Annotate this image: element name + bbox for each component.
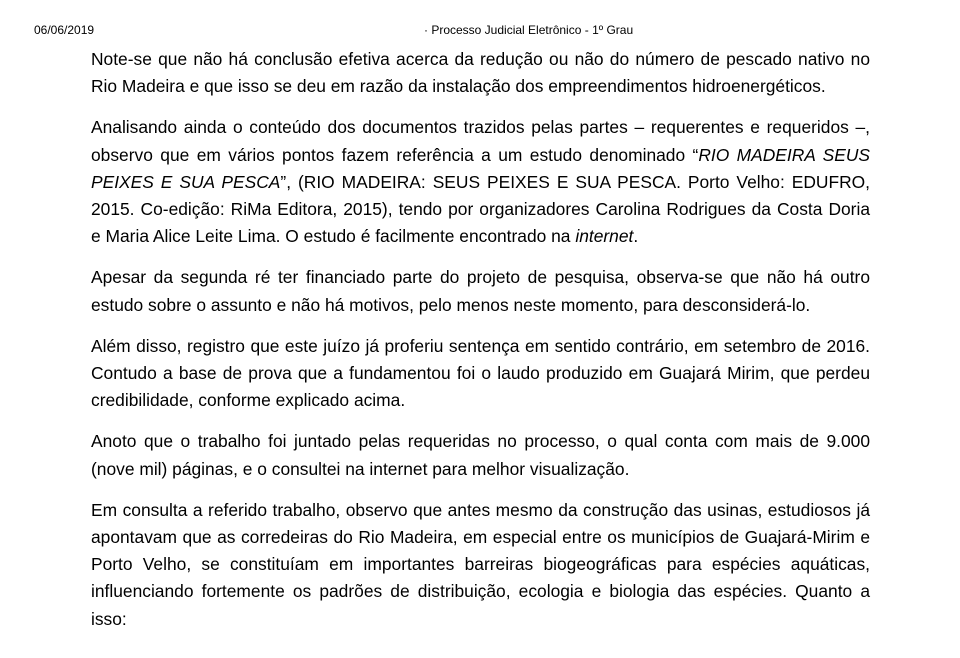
paragraph-text: Além disso, registro que este juízo já proferiu sentença em sentido contrário, em setembro de 2016. Contudo a base de prova que a fundamentou foi o laudo produzido em Guajará Mirim, que perdeu credibilidade, conforme explicado acima. (91, 335, 870, 411)
paragraph-text: . (633, 226, 639, 247)
internet-italic: internet (575, 226, 634, 247)
paragraph-text: Em consulta a referido trabalho, observo que antes mesmo da construção das usinas, estudiosos já apontavam que as corredeiras do Rio Madeira, em especial entre os municípios de Guajará-Mirim e Porto Velho, se constituíam em importantes barreiras biogeográficas para espécies aquáticas, influenciando fortemente os padrões de distribuição, ecologia e biologia das espécies. Quanto a isso: (91, 499, 870, 629)
paragraph (91, 497, 870, 633)
paragraph (91, 333, 870, 415)
page-header (0, 22, 960, 38)
study-title-italic: RIO MADEIRA SEUS PEIXES E SUA PESCA (91, 144, 870, 192)
paragraph-text: Note-se que não há conclusão efetiva acerca da redução ou não do número de pescado nativo no Rio Madeira e que isso se deu em razão da instalação dos empreendimentos hidroenergéticos. (91, 49, 870, 97)
paragraph (91, 264, 870, 318)
header-date: 06/06/2019 (34, 23, 95, 37)
paragraph-text: Analisando ainda o conteúdo dos documentos trazidos pelas partes – requerentes e requeridos –, observo que em vários pontos fazem referência a um estudo denominado “ (91, 117, 870, 165)
paragraph-text: Apesar da segunda ré ter financiado parte do projeto de pesquisa, observa-se que não há outro estudo sobre o assunto e não há motivos, pelo menos neste momento, para desconsiderá-lo. (91, 267, 870, 315)
paragraph (91, 46, 870, 100)
paragraph-text: Anoto que o trabalho foi juntado pelas requeridas no processo, o qual conta com mais de 9.000 (nove mil) páginas, e o consultei na internet para melhor visualização. (91, 431, 870, 479)
document-body (91, 46, 870, 647)
paragraph-text: ”, (RIO MADEIRA: SEUS PEIXES E SUA PESCA. Porto Velho: EDUFRO, 2015. Co-edição: RiMa Editora, 2015), tendo por organizadores Carolina Rodrigues da Costa Doria e Maria Alice Leite Lima. O estudo é facilmente encontrado na (91, 171, 871, 247)
paragraph (91, 114, 870, 250)
header-title: · Processo Judicial Eletrônico - 1º Grau (424, 23, 634, 37)
paragraph (91, 428, 870, 482)
